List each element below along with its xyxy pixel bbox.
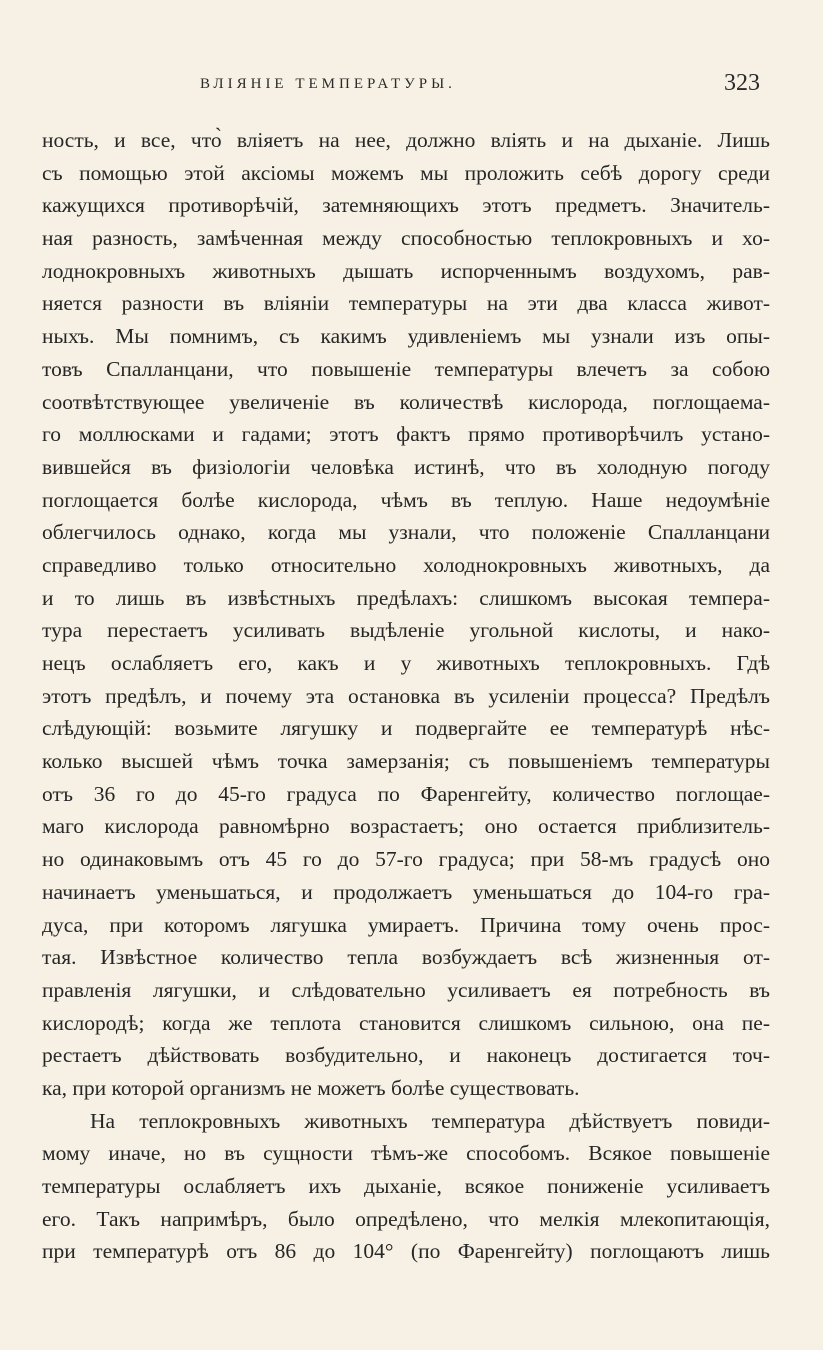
text-line: рестаетъ дѣйствовать возбудительно, и наконецъ достигается точ- <box>42 1043 770 1068</box>
text-line: справедливо только относительно холоднокровныхъ животныхъ, да <box>42 552 770 577</box>
text-line: ная разность, замѣченная между способностью теплокровныхъ и хо- <box>42 226 770 251</box>
text-line: мому иначе, но въ сущности тѣмъ-же способомъ. Всякое повышеніе <box>42 1141 770 1166</box>
body-text <box>42 124 770 1268</box>
running-title: ВЛІЯНІЕ ТЕМПЕРАТУРЫ. <box>200 76 456 92</box>
text-line: колько высшей чѣмъ точка замерзанія; съ повышеніемъ температуры <box>42 749 770 774</box>
text-line: его. Такъ напримѣръ, было опредѣлено, что мелкія млекопитающія, <box>42 1206 770 1231</box>
text-line: ка, при которой организмъ не можетъ болѣе существовать. <box>42 1075 580 1100</box>
text-line: и то лишь въ извѣстныхъ предѣлахъ: слишкомъ высокая темпера- <box>42 585 770 610</box>
running-head <box>200 70 760 102</box>
text-line: этотъ предѣлъ, и почему эта остановка въ усиленіи процесса? Предѣлъ <box>42 683 770 708</box>
text-line: кажущихся противорѣчій, затемняющихъ этотъ предметъ. Значитель- <box>42 193 770 218</box>
text-line: слѣдующій: возьмите лягушку и подвергайте ее температурѣ нѣс- <box>42 716 770 741</box>
text-line: облегчилось однако, когда мы узнали, что положеніе Спалланцани <box>42 520 770 545</box>
text-line: нецъ ослабляетъ его, какъ и у животныхъ теплокровныхъ. Гдѣ <box>42 651 770 675</box>
text-line: тая. Извѣстное количество тепла возбуждаетъ всѣ жизненныя от- <box>42 945 770 970</box>
text-line: поглощается болѣе кислорода, чѣмъ въ теплую. Наше недоумѣніе <box>42 487 770 512</box>
paragraph <box>42 1105 770 1268</box>
text-line: ныхъ. Мы помнимъ, съ какимъ удивленіемъ мы узнали изъ опы- <box>42 324 770 349</box>
page-number: 323 <box>724 70 760 96</box>
text-line: дуса, при которомъ лягушка умираетъ. Причина тому очень прос- <box>42 912 770 937</box>
text-line: кислородѣ; когда же теплота становится слишкомъ сильною, она пе- <box>42 1010 770 1035</box>
text-line: маго кислорода равномѣрно возрастаетъ; оно остается приблизитель- <box>42 814 770 839</box>
text-line: соотвѣтствующее увеличеніе въ количествѣ кислорода, поглощаема- <box>42 389 770 414</box>
text-line: начинаетъ уменьшаться, и продолжаетъ уменьшаться до 104-го гра- <box>42 879 770 904</box>
text-line: ность, и все, что̀ вліяетъ на нее, должно вліять и на дыханіе. Лишь <box>42 128 770 152</box>
text-line: вившейся въ физіологіи человѣка истинѣ, что въ холодную погоду <box>42 454 770 479</box>
text-line: товъ Спалланцани, что повышеніе температуры влечетъ за собою <box>42 356 770 381</box>
text-line: лоднокровныхъ животныхъ дышать испорченнымъ воздухомъ, рав- <box>42 258 770 283</box>
text-line: правленія лягушки, и слѣдовательно усиливаетъ ея потребность въ <box>42 977 770 1002</box>
text-line: съ помощью этой аксіомы можемъ мы проложить себѣ дорогу среди <box>42 160 770 185</box>
text-line: при температурѣ отъ 86 до 104° (по Фаренгейту) поглощаютъ лишь <box>42 1239 770 1264</box>
text-line: но одинаковымъ отъ 45 го до 57-го градуса; при 58-мъ градусѣ оно <box>42 847 770 872</box>
paragraph <box>42 124 770 1105</box>
text-line: го моллюсками и гадами; этотъ фактъ прямо противорѣчилъ устано- <box>42 422 770 447</box>
text-line: На теплокровныхъ животныхъ температура дѣйствуетъ повиди- <box>90 1108 770 1133</box>
text-line: температуры ослабляетъ ихъ дыханіе, всякое пониженіе усиливаетъ <box>42 1174 770 1198</box>
text-line: тура перестаетъ усиливать выдѣленіе угольной кислоты, и нако- <box>42 618 770 643</box>
text-line: няется разности въ вліяніи температуры на эти два класса живот- <box>42 291 770 316</box>
text-line: отъ 36 го до 45-го градуса по Фаренгейту, количество поглощае- <box>42 781 770 806</box>
